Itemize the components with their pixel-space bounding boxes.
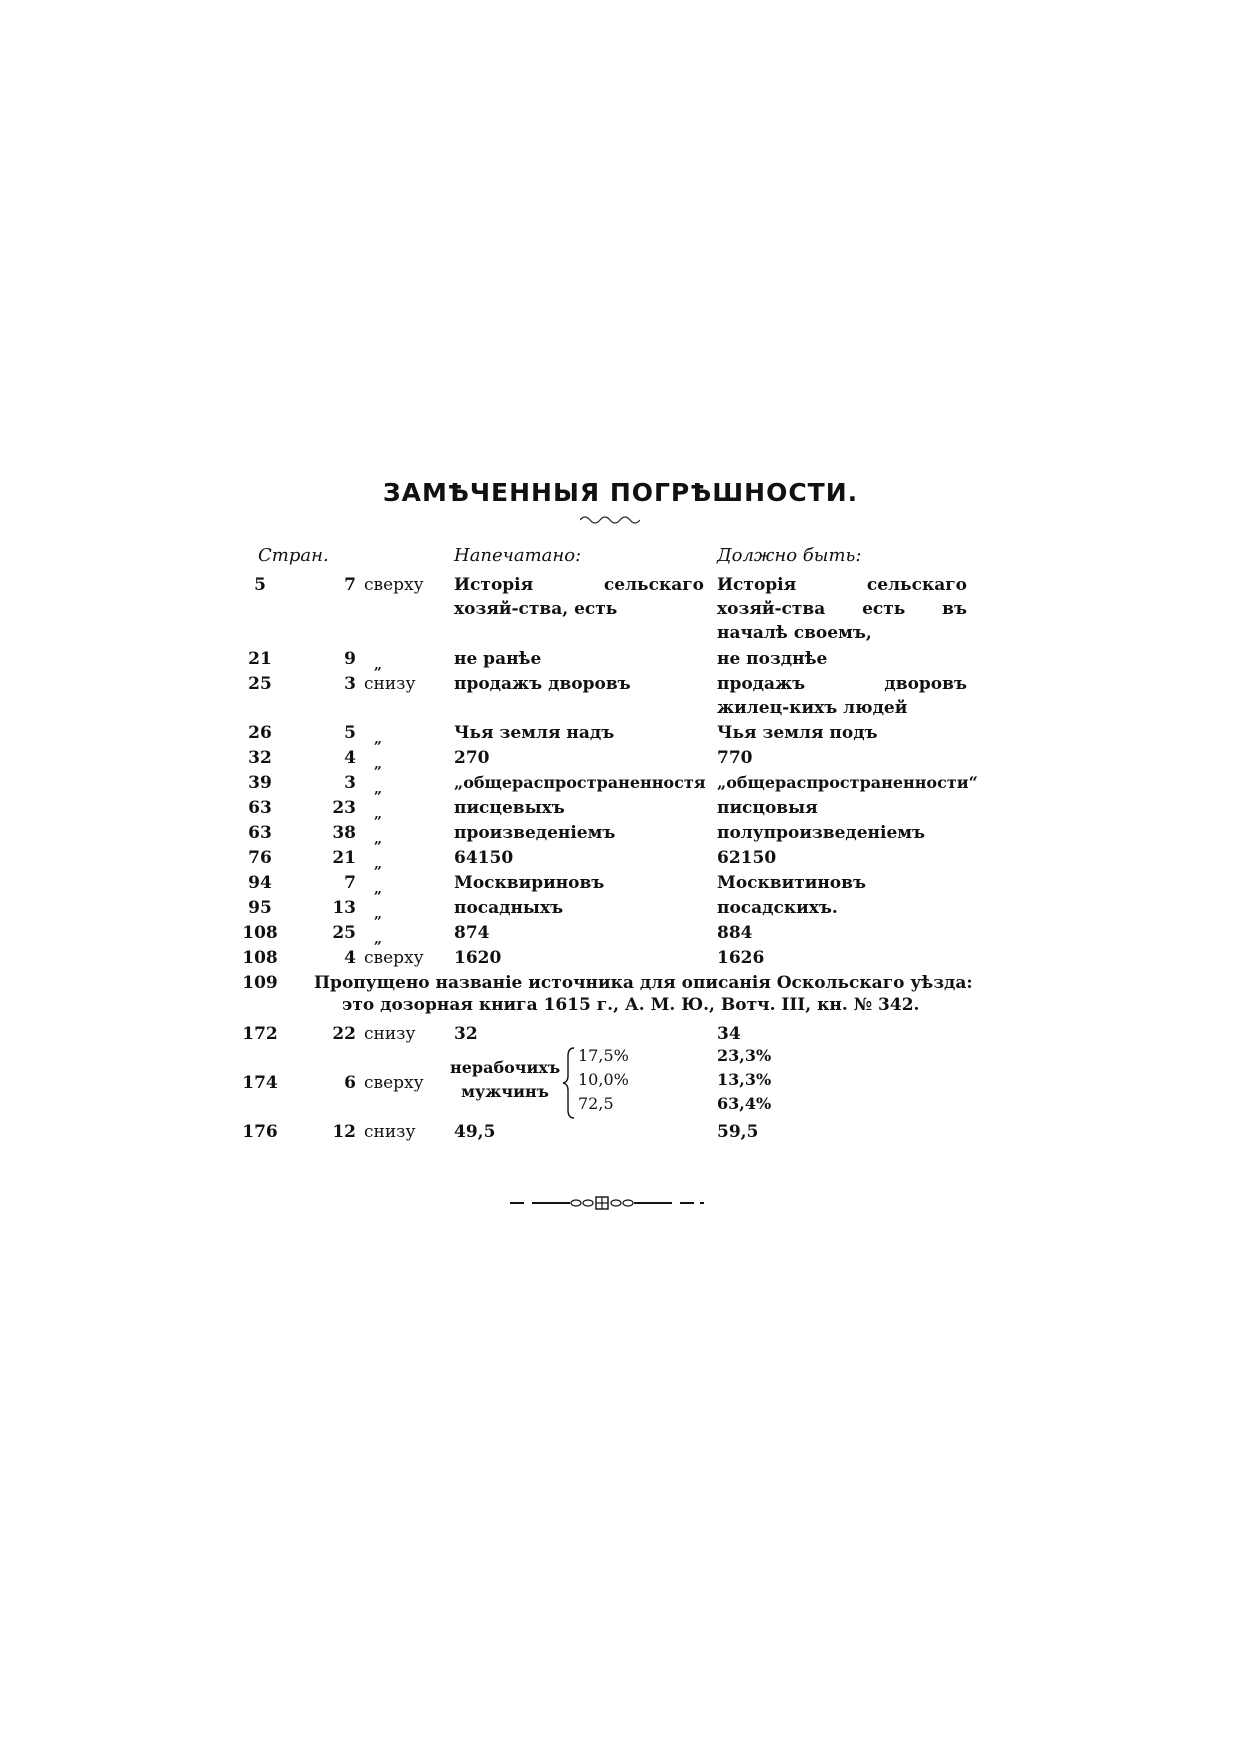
page-number: 63 [248, 798, 272, 818]
ditto-mark: „ [374, 881, 383, 897]
table-row [0, 647, 1241, 671]
page-number: 32 [248, 748, 272, 768]
line-number: 4 [344, 748, 356, 768]
page-number: 174 [242, 1073, 278, 1093]
correct-text: „общераспространенности“ [717, 773, 978, 792]
line-number: 23 [332, 798, 356, 818]
correct-value: 63,4% [717, 1094, 772, 1113]
omission-note-line-2: это дозорная книга 1615 г., А. М. Ю., Вотч. III, кн. № 342. [342, 995, 920, 1015]
direction: сверху [364, 1073, 424, 1093]
page-number: 25 [248, 674, 272, 694]
line-number: 7 [344, 575, 356, 595]
ditto-mark: „ [374, 781, 383, 797]
printed-text: продажъ дворовъ [454, 674, 631, 694]
page-number: 176 [242, 1122, 278, 1142]
direction: сверху [364, 575, 424, 595]
brace-label [450, 1056, 560, 1104]
table-row [0, 721, 1241, 745]
line-number: 22 [332, 1024, 356, 1044]
printed-text: 1620 [454, 948, 502, 968]
line-number: 25 [332, 923, 356, 943]
page-number: 94 [248, 873, 272, 893]
line-number: 7 [344, 873, 356, 893]
header-should-be: Должно быть: [717, 545, 862, 566]
table-row [0, 946, 1241, 970]
ditto-mark: „ [374, 731, 383, 747]
line-number: 13 [332, 898, 356, 918]
printed-value: 17,5% [578, 1046, 629, 1065]
printed-text: писцевыхъ [454, 798, 565, 818]
correct-text: 1626 [717, 948, 765, 968]
page-number: 21 [248, 649, 272, 669]
printed-text: не ранѣе [454, 649, 542, 669]
table-row [0, 821, 1241, 845]
page-number: 26 [248, 723, 272, 743]
ditto-mark: „ [374, 806, 383, 822]
page-title: ЗАМѢЧЕННЫЯ ПОГРѢШНОСТИ. [382, 478, 859, 507]
page-number: 172 [242, 1024, 278, 1044]
table-row [0, 672, 1241, 718]
line-number: 9 [344, 649, 356, 669]
line-number: 6 [344, 1073, 356, 1093]
correct-value: 13,3% [717, 1070, 772, 1089]
header-page: Стран. [258, 545, 329, 566]
table-row [0, 746, 1241, 770]
correct-text: Москвитиновъ [717, 873, 866, 893]
correct-text: 62150 [717, 848, 777, 868]
direction: сверху [364, 948, 424, 968]
correct-text: посадскихъ. [717, 898, 838, 918]
ditto-mark: „ [374, 657, 383, 673]
brace-label-line-2: мужчинъ [461, 1082, 549, 1101]
printed-text: Москвириновъ [454, 873, 605, 893]
line-number: 38 [332, 823, 356, 843]
title-ornament [580, 514, 640, 526]
page-number: 5 [254, 575, 266, 595]
ditto-mark: „ [374, 756, 383, 772]
correct-text: Чья земля подъ [717, 723, 878, 743]
page-number: 108 [242, 923, 278, 943]
line-number: 3 [344, 773, 356, 793]
ditto-mark: „ [374, 931, 383, 947]
line-number: 5 [344, 723, 356, 743]
header-printed: Напечатано: [454, 545, 582, 566]
table-row [0, 771, 1241, 795]
table-row [0, 971, 1241, 995]
correct-text: продажъ дворовъ жилец-кихъ людей [717, 674, 967, 718]
table-row [0, 871, 1241, 895]
curly-brace-icon [562, 1046, 576, 1120]
table-row [0, 573, 1241, 643]
correct-text: не позднѣе [717, 649, 828, 669]
line-number: 4 [344, 948, 356, 968]
printed-text: Исторія сельскаго хозяй-ства, есть [454, 575, 704, 619]
line-number: 3 [344, 674, 356, 694]
direction: снизу [364, 674, 416, 694]
omission-note-line-1: Пропущено названіе источника для описанія Оскольскаго уѣзда: [314, 973, 973, 993]
brace-label-line-1: нерабочихъ [450, 1058, 561, 1077]
page-number: 95 [248, 898, 272, 918]
correct-text: полупроизведеніемъ [717, 823, 926, 843]
table-row [0, 921, 1241, 945]
correct-text: Исторія сельскаго хозяй-ства есть въ началѣ своемъ, [717, 575, 967, 643]
end-ornament-icon [510, 1196, 710, 1210]
printed-text: 64150 [454, 848, 514, 868]
page-number: 39 [248, 773, 272, 793]
printed-values [578, 1044, 629, 1116]
table-row [0, 1022, 1241, 1046]
table-row [0, 846, 1241, 870]
ditto-mark: „ [374, 856, 383, 872]
printed-text: Чья земля надъ [454, 723, 615, 743]
printed-text: посадныхъ [454, 898, 564, 918]
correct-values [717, 1044, 771, 1116]
page-number: 108 [242, 948, 278, 968]
printed-text: произведеніемъ [454, 823, 616, 843]
line-number: 21 [332, 848, 356, 868]
ditto-mark: „ [374, 906, 383, 922]
printed-text: „общераспространенностя [454, 773, 706, 792]
table-row [0, 896, 1241, 920]
direction: снизу [364, 1024, 416, 1044]
page-number: 76 [248, 848, 272, 868]
correct-text: 884 [717, 923, 753, 943]
correct-text: писцовыя [717, 798, 818, 818]
correct-text: 770 [717, 748, 753, 768]
correct-text: 34 [717, 1024, 741, 1044]
ditto-mark: „ [374, 831, 383, 847]
printed-text: 49,5 [454, 1122, 496, 1142]
direction: снизу [364, 1122, 416, 1142]
printed-value: 10,0% [578, 1070, 629, 1089]
printed-text: 32 [454, 1024, 478, 1044]
page-number: 63 [248, 823, 272, 843]
line-number: 12 [332, 1122, 356, 1142]
correct-text: 59,5 [717, 1122, 759, 1142]
correct-value: 23,3% [717, 1046, 772, 1065]
printed-text: 270 [454, 748, 490, 768]
table-row [0, 796, 1241, 820]
printed-value: 72,5 [578, 1094, 614, 1113]
printed-text: 874 [454, 923, 490, 943]
page-number: 109 [242, 973, 278, 993]
table-row [0, 1120, 1241, 1144]
